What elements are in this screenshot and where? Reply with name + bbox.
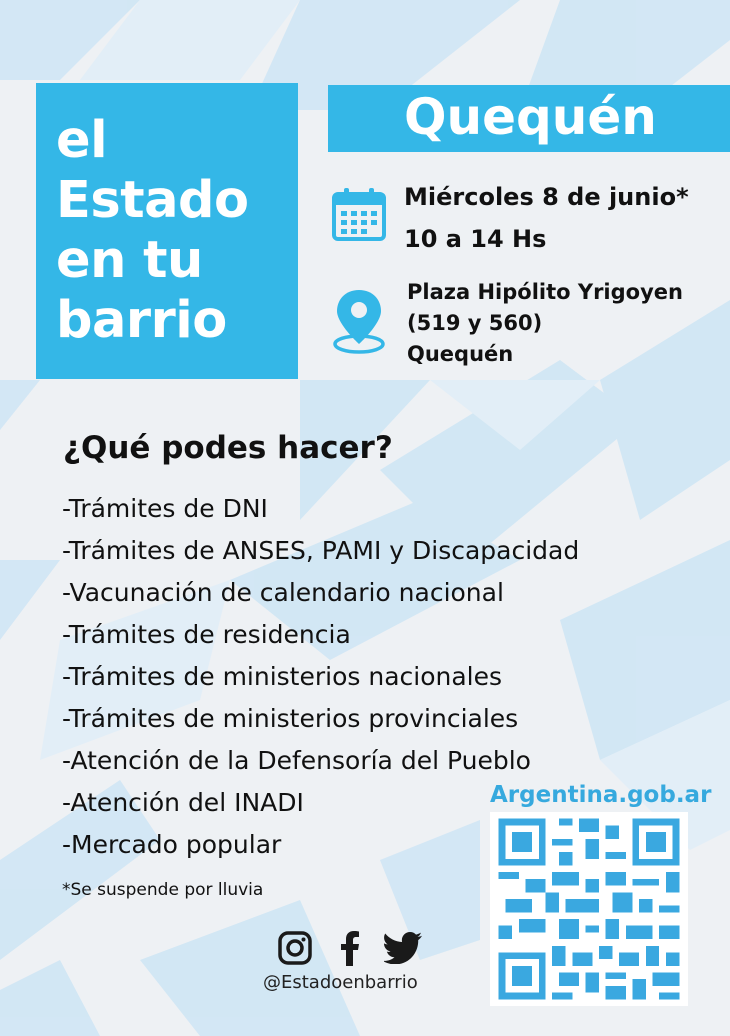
location-pin-icon [331, 286, 387, 356]
event-date: Miércoles 8 de junio* [404, 183, 689, 211]
service-item: -Trámites de ANSES, PAMI y Discapacidad [62, 536, 580, 565]
qr-code-graphic [490, 812, 688, 1006]
address-line-1: Plaza Hipólito Yrigoyen [407, 280, 683, 304]
service-item: -Mercado popular [62, 830, 282, 859]
brand-line-4: barrio [56, 291, 227, 350]
brand-line-2: Estado [56, 171, 249, 230]
service-item: -Vacunación de calendario nacional [62, 578, 504, 607]
instagram-icon[interactable] [278, 931, 312, 965]
brand-line-3: en tu [56, 231, 203, 290]
location-banner [328, 85, 730, 152]
qr-code[interactable] [490, 812, 688, 1006]
service-item: -Trámites de residencia [62, 620, 351, 649]
rain-footnote: *Se suspende por lluvia [62, 880, 264, 900]
event-time: 10 a 14 Hs [404, 225, 547, 253]
facebook-icon[interactable] [340, 930, 360, 966]
social-icons [278, 928, 428, 968]
twitter-icon[interactable] [384, 932, 424, 964]
service-item: -Trámites de DNI [62, 494, 268, 523]
services-list [62, 488, 579, 866]
service-item: -Atención del INADI [62, 788, 304, 817]
calendar-icon [331, 186, 387, 242]
brand-line-1: el [56, 111, 108, 170]
social-handle: @Estadoenbarrio [263, 972, 418, 993]
address-line-2: (519 y 560) [407, 311, 543, 335]
website-link[interactable]: Argentina.gob.ar [490, 782, 712, 808]
services-heading: ¿Qué podes hacer? [63, 430, 393, 466]
service-item: -Atención de la Defensoría del Pueblo [62, 746, 531, 775]
service-item: -Trámites de ministerios nacionales [62, 662, 503, 691]
brand-logo-box [36, 83, 298, 379]
service-item: -Trámites de ministerios provinciales [62, 704, 519, 733]
address-line-3: Quequén [407, 342, 514, 366]
location-title: Quequén [404, 88, 657, 146]
